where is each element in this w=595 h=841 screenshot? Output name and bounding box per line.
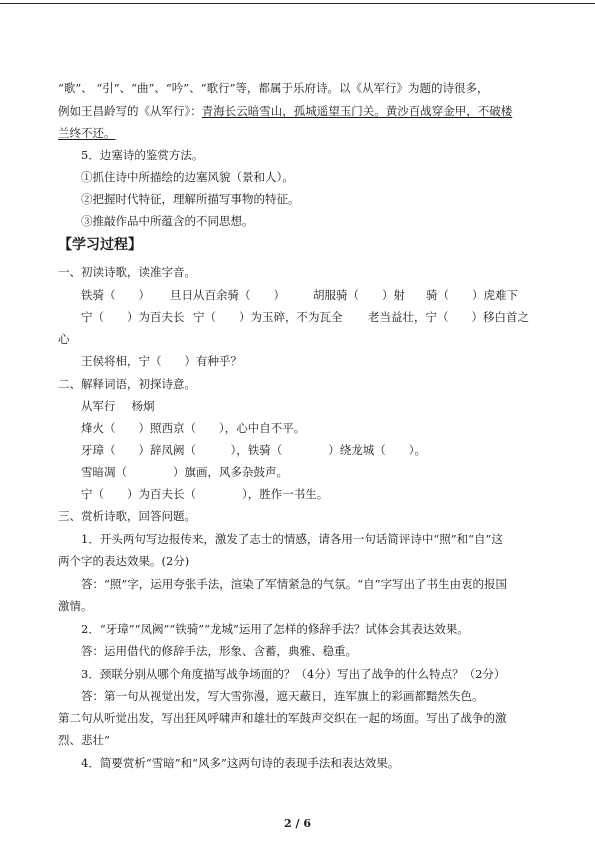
poem-line: 宁（ ）为百夫长（ ），胜作一书生。 xyxy=(81,487,329,501)
question-1: 1．开头两句写边报传来，激发了志士的情感，请各用一句话简评诗中“照”和“自”这 xyxy=(81,532,503,546)
part3-title: 三、赏析诗歌，回答问题。 xyxy=(58,509,196,523)
pronunciation-item: 宁（ ）为玉碎，不为瓦全 xyxy=(193,310,343,324)
pronunciation-item-wrap: 心 xyxy=(58,332,70,346)
part1-title: 一、初读诗歌，读准字音。 xyxy=(58,265,196,279)
method-item: ①抓住诗中所描绘的边塞风貌（景和人）。 xyxy=(81,170,294,184)
poem-line: 烽火（ ）照西京（ ），心中自不平。 xyxy=(81,421,306,435)
answer-2: 答：运用借代的修辞手法，形象、含蓄，典雅、稳重。 xyxy=(81,644,357,658)
pronunciation-item: 胡服骑（ ）射 xyxy=(313,288,405,302)
poem-title: 从军行 xyxy=(81,399,116,413)
pronunciation-item: 王侯将相，宁（ ）有种乎？ xyxy=(81,354,242,368)
pronunciation-item: 旦日从百余骑（ ） xyxy=(170,288,285,302)
part2-title: 二、解释词语，初探诗意。 xyxy=(58,377,196,391)
poem-heading xyxy=(81,398,155,414)
answer-3: 答：第一句从视觉出发，写大雪弥漫，遮天蔽日，连军旗上的彩画都黯然失色。 xyxy=(81,689,484,703)
pronunciation-item: 铁骑（ ） xyxy=(81,288,150,302)
question-2: 2．“牙璋”“凤阙”“铁骑”“龙城”运用了怎样的修辞手法？试体会其表达效果。 xyxy=(81,622,469,636)
intro-poem-quote: 青海长云暗雪山，孤城遥望玉门关。黄沙百战穿金甲，不破楼 xyxy=(201,104,513,118)
intro-line-2 xyxy=(58,103,512,119)
pronunciation-item: 宁（ ）为百夫长 xyxy=(81,310,185,324)
pronunciation-item: 老当益壮，宁（ ）移白首之 xyxy=(368,310,529,324)
answer-1-cont: 激情。 xyxy=(58,599,93,613)
section-heading: 【学习过程】 xyxy=(58,237,142,253)
top-rule xyxy=(0,3,595,4)
page-number: 2 / 6 xyxy=(284,817,311,830)
method-item: ②把握时代特征，理解所描写事物的特征。 xyxy=(81,192,300,206)
pronunciation-item: 骑（ ）虎难下 xyxy=(426,288,518,302)
question-3: 3．颈联分别从哪个角度描写战争场面的？（4分）写出了战争的什么特点？（2分） xyxy=(81,667,506,681)
poem-line: 牙璋（ ）辞凤阙（ ），铁骑（ ）绕龙城（ ）。 xyxy=(81,443,426,457)
answer-1: 答：“照”字，运用夸张手法，渲染了军情紧急的气氛。“自”字写出了书生由衷的报国 xyxy=(81,577,508,591)
question-1-cont: 两个字的表达效果。(2分) xyxy=(58,554,190,568)
intro-line-2-lead: 例如王昌龄写的《从军行》： xyxy=(58,104,202,118)
methods-title: 5．边塞诗的鉴赏方法。 xyxy=(81,148,204,162)
question-4: 4．简要赏析“雪暗”和“风多”这两句诗的表现手法和表达效果。 xyxy=(81,756,400,770)
answer-3-cont: 烈、悲壮“ xyxy=(58,733,110,747)
method-item: ③推敲作品中所蕴含的不同思想。 xyxy=(81,214,254,228)
answer-3-cont: 第二句从听觉出发，写出狂风呼啸声和雄壮的军鼓声交织在一起的场面。写出了战争的激 xyxy=(58,711,507,725)
poem-author: 杨炯 xyxy=(131,399,155,413)
poem-line: 雪暗凋（ ）旗画，风多杂鼓声。 xyxy=(81,465,288,479)
intro-line-1: “歌”、 “引”、“曲”、“吟”、“歌行”等，都属于乐府诗。以《从军行》为题的诗很多， xyxy=(58,81,489,95)
intro-poem-quote-end: 兰终不还。 xyxy=(58,126,116,140)
